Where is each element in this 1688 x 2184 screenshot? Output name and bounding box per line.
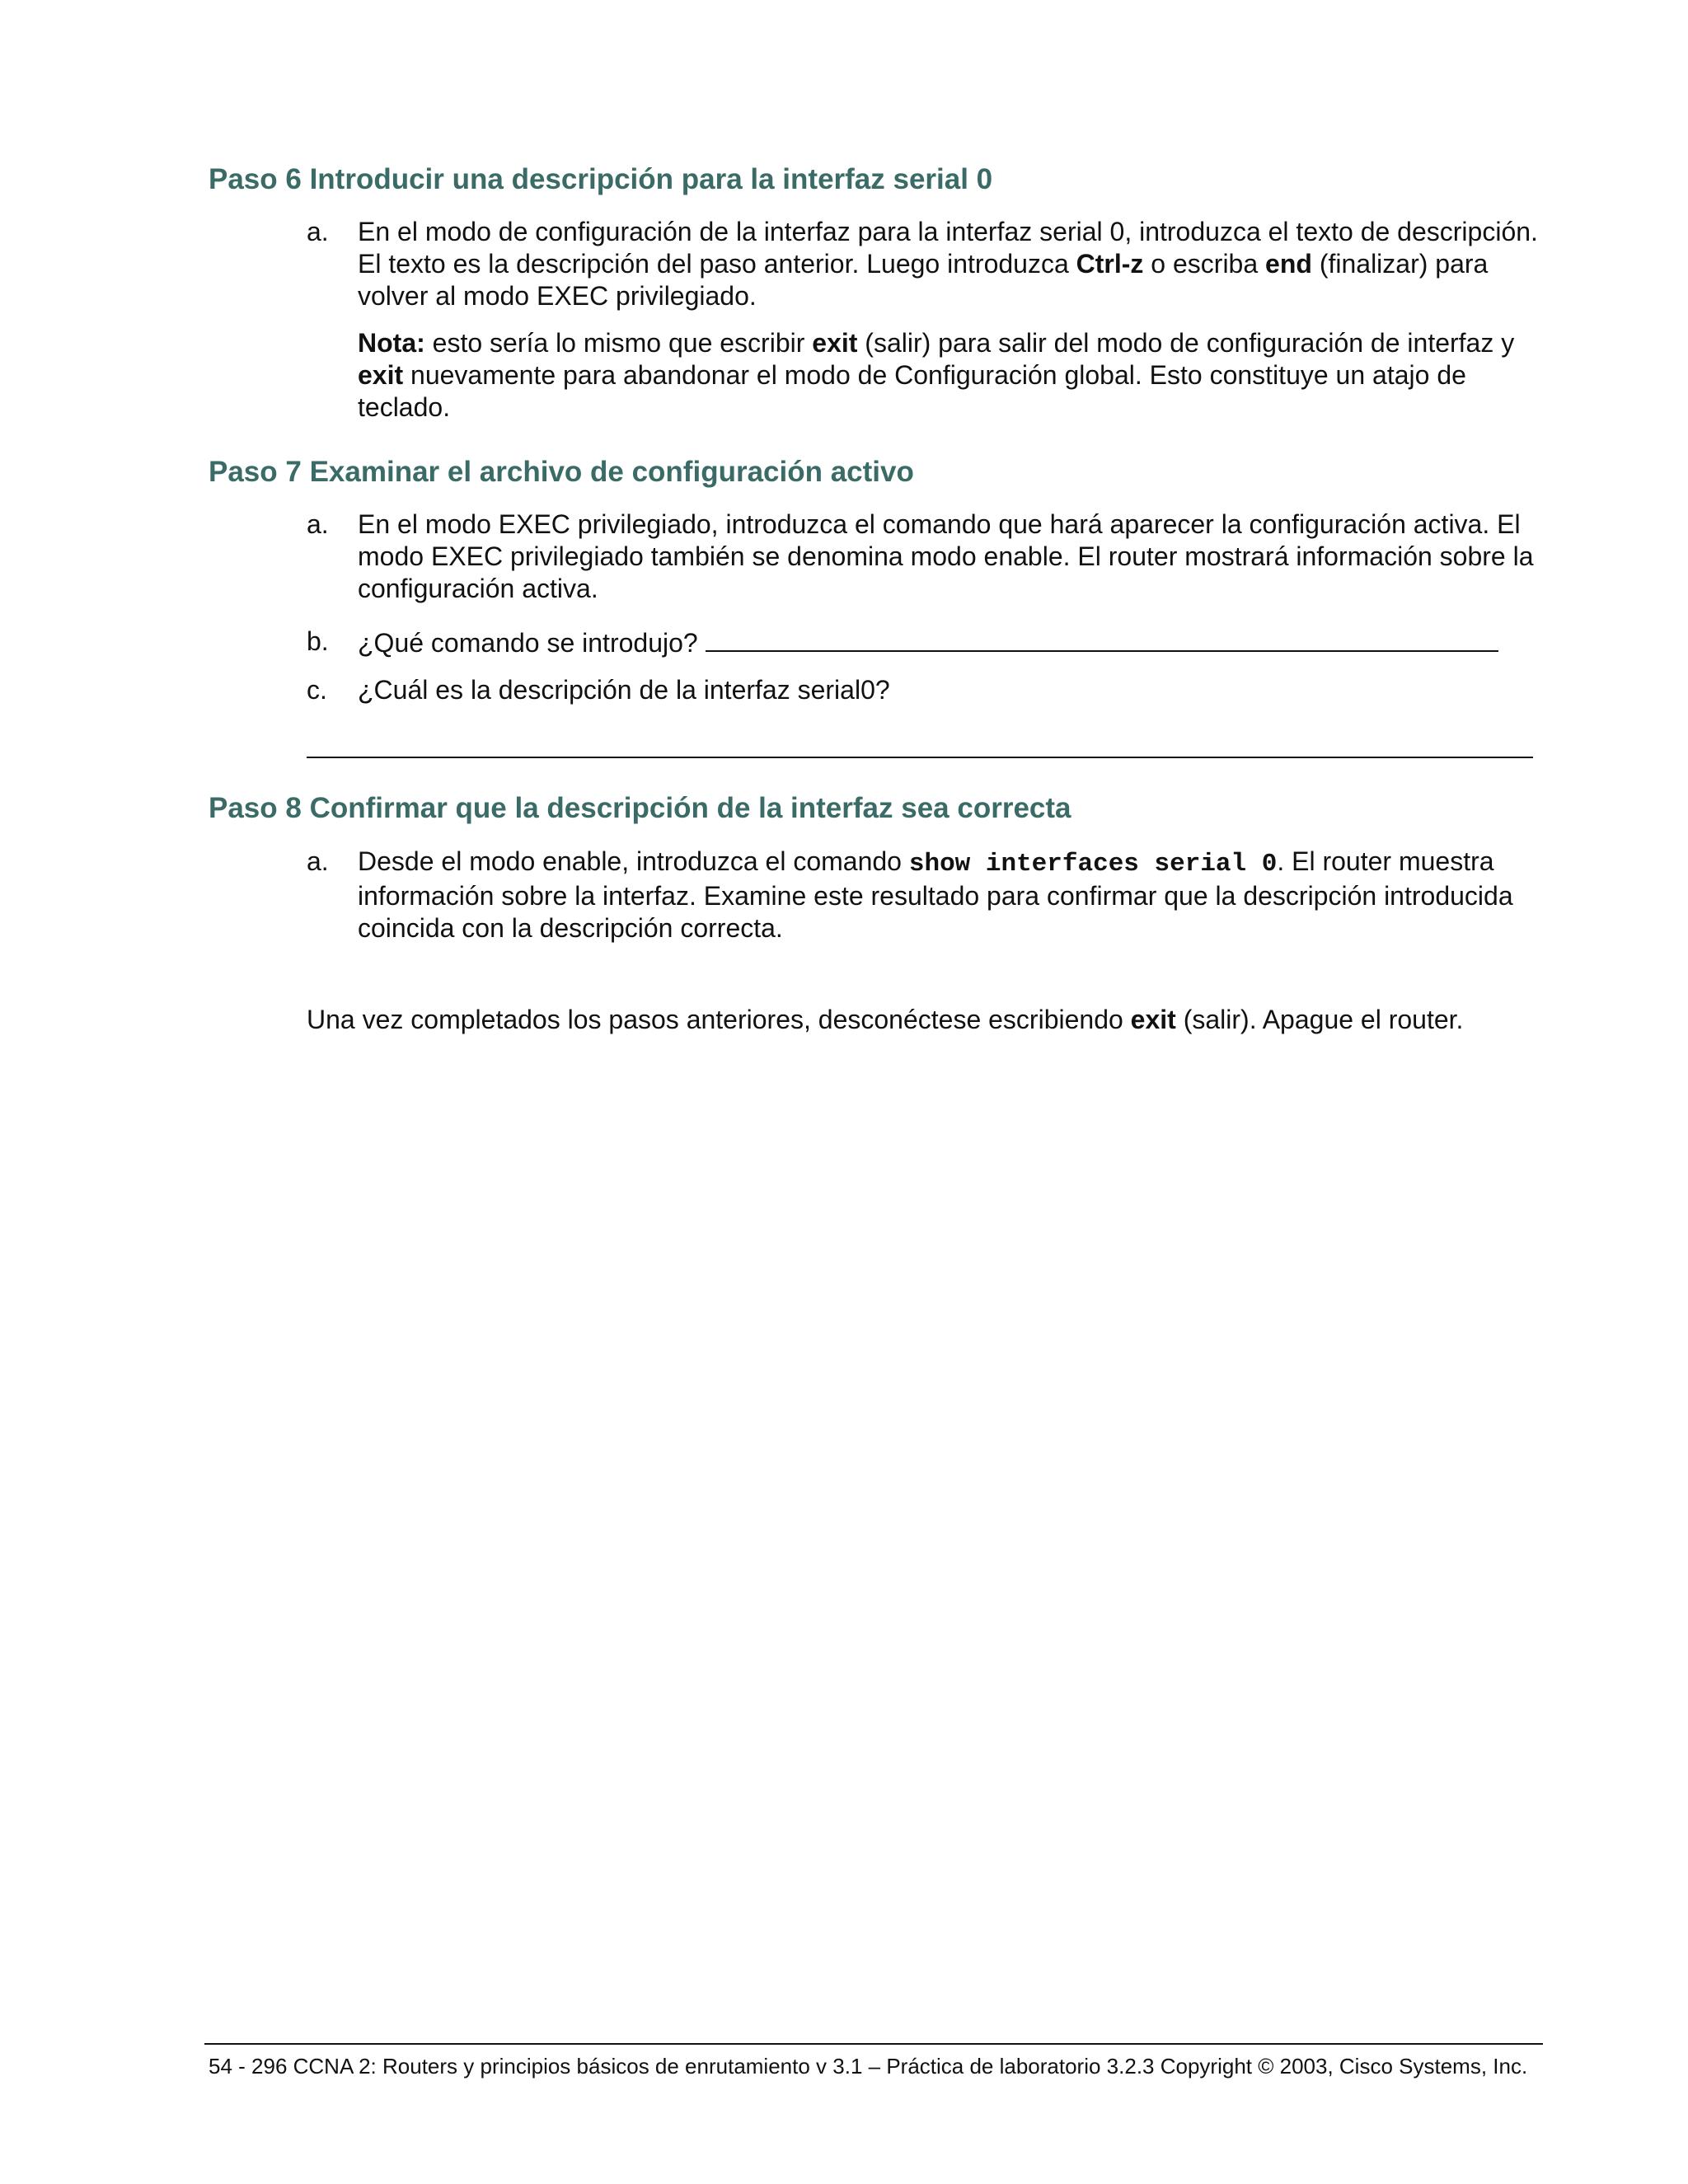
note-label: Nota: [358,328,425,358]
item-marker: a. [307,509,329,539]
item-marker: c. [307,675,327,705]
item-marker: a. [307,217,329,246]
step7-item-c [307,674,1543,706]
step6-heading: Paso 6 Introducir una descripción para la interfaz serial 0 [209,163,993,195]
item-marker: b. [307,626,329,656]
step7-item-b-question: ¿Qué comando se introdujo? [358,628,698,658]
footer-divider [204,2043,1543,2045]
keyword-exit: exit [1130,1005,1176,1034]
command-text: show interfaces serial 0 [908,850,1278,879]
step7-item-c-question: ¿Cuál es la descripción de la interfaz serial0? [358,675,890,705]
item-marker: a. [307,846,329,876]
step6-note [307,327,1543,424]
answer-blank-b[interactable] [706,626,1498,652]
step6-note-text: Nota: esto sería lo mismo que escribir exit (salir) para salir del modo de configuración de interfaz y exit nuevamente para abandonar el modo de Configuración global. Esto constituye un atajo de teclado. [358,328,1515,422]
keyword-exit: exit [812,328,858,358]
keyword-end: end [1265,249,1312,279]
step8-heading: Paso 8 Confirmar que la descripción de la interfaz sea correcta [209,792,1071,824]
page-footer: 54 - 296 CCNA 2: Routers y principios básicos de enrutamiento v 3.1 – Práctica de laboratorio 3.2.3 Copyright © 2003, Cisco Systems, Inc. [209,2054,1528,2079]
step7-item-a [307,509,1543,605]
step7-item-a-text: En el modo EXEC privilegiado, introduzca el comando que hará aparecer la configuración activa. El modo EXEC privilegiado también se denomina modo enable. El router mostrará información sobre la configuración activa. [358,509,1534,603]
step7-heading: Paso 7 Examinar el archivo de configuración activo [209,456,914,488]
closing-instruction: Una vez completados los pasos anteriores, desconéctese escribiendo exit (salir). Apague el router. [307,1005,1464,1034]
step6-item-a [307,216,1543,312]
step8-item-a [307,846,1543,944]
keyword-exit: exit [358,360,404,390]
keyword-ctrl-z: Ctrl-z [1076,249,1144,279]
answer-blank-c[interactable] [307,757,1533,758]
step8-item-a-text: Desde el modo enable, introduzca el comando show interfaces serial 0. El router muestra información sobre la interfaz. Examine este resultado para confirmar que la descripción introducida coincida con la descripción correcta. [358,846,1513,943]
step7-item-b [307,626,1543,659]
step6-item-a-text: En el modo de configuración de la interfaz para la interfaz serial 0, introduzca el texto de descripción. El texto es la descripción del paso anterior. Luego introduzca Ctrl-z o escriba end (finalizar) para volver al modo EXEC privilegiado. [358,217,1538,311]
